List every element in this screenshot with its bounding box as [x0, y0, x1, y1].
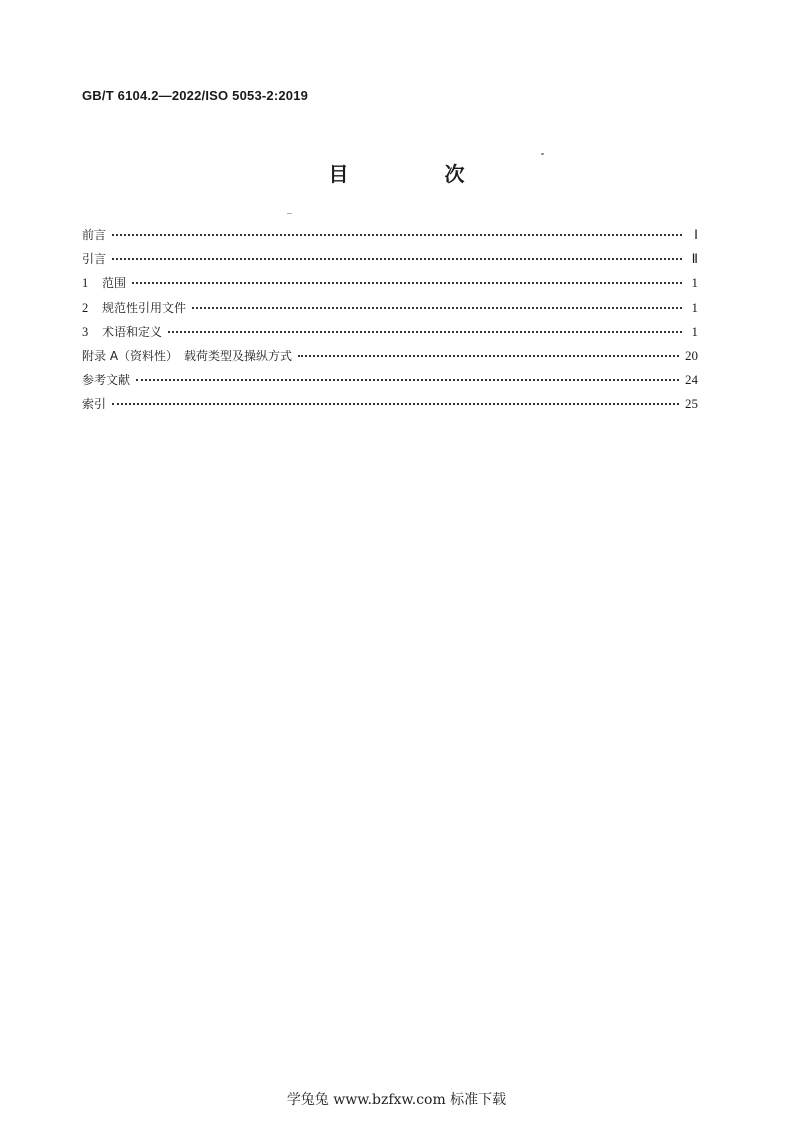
toc-entry-label: 参考文献	[82, 373, 131, 388]
scan-speck	[541, 153, 544, 155]
toc-entry-page: Ⅰ	[694, 227, 698, 242]
toc-entry-page: 25	[685, 396, 698, 412]
standard-code: GB/T 6104.2—2022/ISO 5053-2:2019	[82, 88, 309, 103]
toc-leader-dots	[168, 331, 682, 333]
toc-entry-page: 20	[685, 347, 698, 363]
toc-entry-scope[interactable]	[82, 275, 698, 299]
toc-entry-label: 索引	[82, 397, 107, 412]
toc-entry-introduction[interactable]	[82, 251, 698, 275]
toc-leader-dots	[132, 282, 682, 284]
scan-speck	[287, 213, 292, 214]
toc-entry-page: 1	[691, 323, 698, 339]
toc-entry-bibliography[interactable]	[82, 372, 698, 396]
toc-title: 目 次	[328, 162, 503, 186]
toc-entry-label: 附录 A（资料性） 载荷类型及操纵方式	[82, 348, 293, 363]
toc-entry-annex-a[interactable]	[82, 348, 698, 372]
toc-entry-foreword[interactable]	[82, 227, 698, 251]
toc-leader-dots	[112, 258, 682, 260]
toc-entry-label: 1 范围	[82, 276, 127, 291]
toc-leader-dots	[192, 307, 682, 309]
toc-entry-label: 3 术语和定义	[82, 324, 163, 339]
toc-entry-label: 引言	[82, 252, 107, 267]
toc-entry-label: 2 规范性引用文件	[82, 300, 187, 315]
toc-leader-dots	[298, 355, 679, 357]
toc-entry-number: 3	[82, 324, 89, 339]
toc-entry-label: 前言	[82, 228, 107, 242]
toc-entry-terms-definitions[interactable]	[82, 324, 698, 348]
toc-leader-dots	[136, 379, 679, 381]
footer-watermark: 学兔兔 www.bzfxw.com 标准下载	[286, 1092, 507, 1108]
table-of-contents	[82, 227, 698, 421]
toc-entry-page: 1	[691, 275, 698, 291]
toc-entry-normative-references[interactable]	[82, 300, 698, 324]
toc-entry-index[interactable]	[82, 396, 698, 420]
toc-leader-dots	[112, 403, 679, 405]
toc-entry-page: Ⅱ	[691, 251, 698, 267]
toc-entry-page: 1	[691, 299, 698, 315]
toc-leader-dots	[112, 234, 682, 236]
toc-entry-number: 1	[82, 276, 89, 291]
toc-entry-number: 2	[82, 300, 89, 315]
toc-entry-page: 24	[685, 372, 698, 388]
